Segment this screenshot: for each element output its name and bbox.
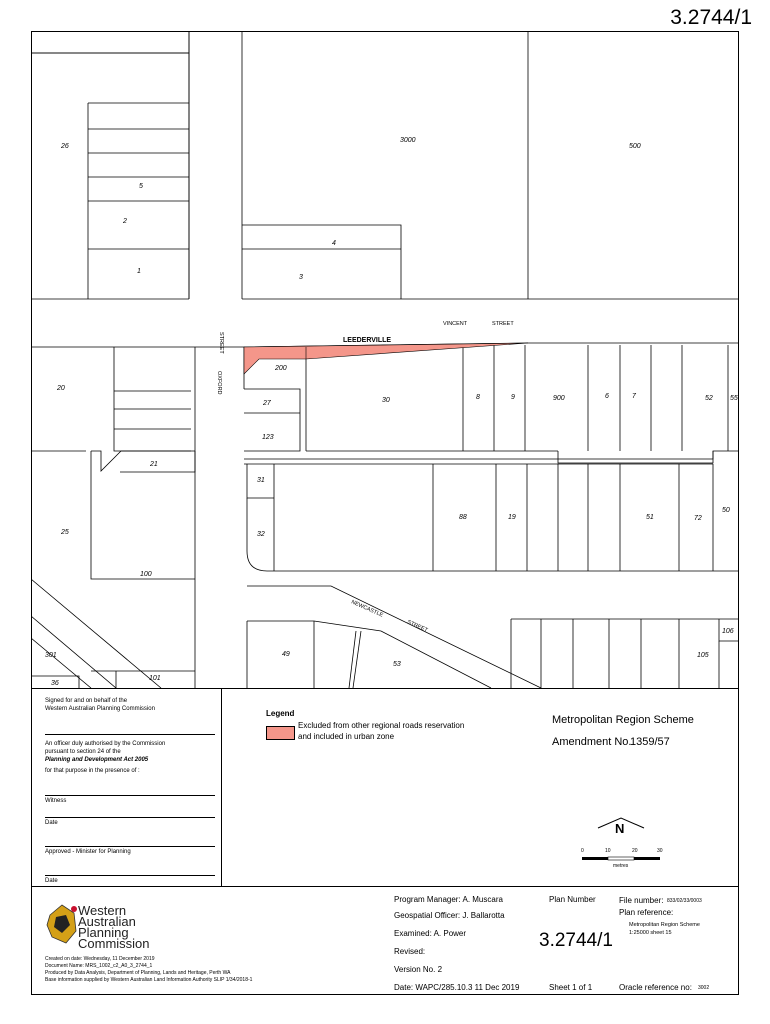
lot-label: 101 xyxy=(149,675,161,682)
signed-text: Signed for and on behalf of the Western Australian Planning Commission xyxy=(45,698,155,712)
plan-reference-value: Metropolitan Region Scheme 1:25000 sheet 15 xyxy=(629,922,700,936)
lot-label: 19 xyxy=(508,514,516,521)
lot-label: 200 xyxy=(275,365,287,372)
oracle-reference-value: 3002 xyxy=(698,985,710,991)
lot-label: 31 xyxy=(257,477,265,484)
date-label: Date xyxy=(45,820,58,826)
lot-label: 72 xyxy=(694,515,702,522)
lot-label: 900 xyxy=(553,395,565,402)
lot-label: 25 xyxy=(61,529,69,536)
amendment-label: Amendment No. xyxy=(552,736,632,748)
lot-label: 88 xyxy=(459,514,467,521)
revised: Revised: xyxy=(394,947,426,956)
program-manager: Program Manager: A. Muscara xyxy=(394,895,503,904)
lot-label: 2 xyxy=(123,218,127,225)
legend-item: Excluded from other regional roads reservation and included in urban zone xyxy=(298,721,465,741)
legend-swatch xyxy=(266,726,295,740)
date-label: Date xyxy=(45,878,58,884)
map-bottom-divider xyxy=(31,688,739,689)
lot-label: 6 xyxy=(605,393,609,400)
cadastral-map[interactable] xyxy=(31,31,739,688)
street-label-leederville: LEEDERVILLE xyxy=(343,337,392,344)
plan-reference-label: Plan reference: xyxy=(619,908,674,917)
file-number-value: 833/02/33/0003 xyxy=(667,898,702,904)
lot-label: 123 xyxy=(262,434,274,441)
street-label-newcastle: NEWCASTLE xyxy=(350,599,384,619)
lot-label: 100 xyxy=(140,571,152,578)
scale-unit: metres xyxy=(613,863,629,869)
signature-line xyxy=(45,734,215,735)
lot-label: 500 xyxy=(629,143,641,150)
lot-label: 51 xyxy=(646,514,654,521)
lot-label: 55 xyxy=(730,395,738,402)
street-label-newcastle: STREET xyxy=(406,619,429,634)
lot-label: 9 xyxy=(511,394,515,401)
lot-label: 32 xyxy=(257,531,265,538)
lot-label: 20 xyxy=(57,385,65,392)
date-line xyxy=(45,817,215,818)
lot-label: 36 xyxy=(51,680,59,687)
street-label-vincent: STREET xyxy=(492,321,514,327)
lot-label: 52 xyxy=(705,395,713,402)
wapc-logo-icon xyxy=(44,901,80,945)
scale-bar xyxy=(582,856,662,862)
date: Date: WAPC/285.10.3 11 Dec 2019 xyxy=(394,983,520,992)
lot-label: 21 xyxy=(150,461,158,468)
geospatial-officer: Geospatial Officer: J. Ballarotta xyxy=(394,911,505,920)
street-label-vincent: VINCENT xyxy=(443,321,468,327)
wapc-logo-text: Western Australian Planning Commission xyxy=(78,903,150,951)
scale-tick: 20 xyxy=(632,848,638,854)
lot-label: 1 xyxy=(137,268,141,275)
plan-number-label: Plan Number xyxy=(549,895,596,904)
north-label: N xyxy=(615,821,625,836)
lot-label: 27 xyxy=(263,400,271,407)
plan-number-heading: 3.2744/1 xyxy=(670,6,752,29)
scale-tick: 30 xyxy=(657,848,663,854)
scheme-name: Metropolitan Region Scheme xyxy=(552,714,694,726)
officer-text: An officer duly authorised by the Commission pursuant to section 24 of the Planning and Development Act 2005 for that purpose in the presence of : xyxy=(45,741,166,774)
amendment-value: 1359/57 xyxy=(630,736,670,748)
oracle-reference-label: Oracle reference no: xyxy=(619,983,692,992)
plan-number-value: 3.2744/1 xyxy=(539,930,613,951)
witness-label: Witness xyxy=(45,798,67,804)
production-notes: Created on date: Wednesday, 11 December 2019 Document Name: MRS_1002_c2_A0_3_2744_1 Produced by Data Analysis, Department of Planning, Lands and Heritage, Perth WA Base information supplied by Western Australian Land Information Authority SLIP 1/34/2018-1 xyxy=(45,956,253,983)
street-label-oxford: OXFORD xyxy=(216,371,222,395)
lot-label: 3 xyxy=(299,274,303,281)
lot-label: 30 xyxy=(382,397,390,404)
lot-label: 301 xyxy=(45,652,57,659)
lot-label: 106 xyxy=(722,628,734,635)
lot-label: 7 xyxy=(632,393,636,400)
footer-divider xyxy=(31,886,739,887)
examined: Examined: A. Power xyxy=(394,929,467,938)
lot-label: 49 xyxy=(282,651,290,658)
lot-label: 8 xyxy=(476,394,480,401)
lot-label: 50 xyxy=(722,507,730,514)
legend-title: Legend xyxy=(266,709,295,718)
scale-tick: 0 xyxy=(581,848,584,854)
street-label-oxford: STREET xyxy=(218,332,224,354)
file-number-label: File number: xyxy=(619,896,664,905)
sheet-info: Sheet 1 of 1 xyxy=(549,983,593,992)
lot-label: 3000 xyxy=(400,137,416,144)
signature-divider xyxy=(221,688,222,886)
version: Version No. 2 xyxy=(394,965,443,974)
scale-tick: 10 xyxy=(605,848,611,854)
lot-label: 4 xyxy=(332,240,336,247)
witness-line xyxy=(45,795,215,796)
approval-line xyxy=(45,846,215,847)
date-line xyxy=(45,875,215,876)
approved-label: Approved - Minister for Planning xyxy=(45,849,131,855)
lot-label: 26 xyxy=(61,143,69,150)
lot-label: 105 xyxy=(697,652,709,659)
lot-label: 5 xyxy=(139,183,143,190)
lot-label: 53 xyxy=(393,661,401,668)
